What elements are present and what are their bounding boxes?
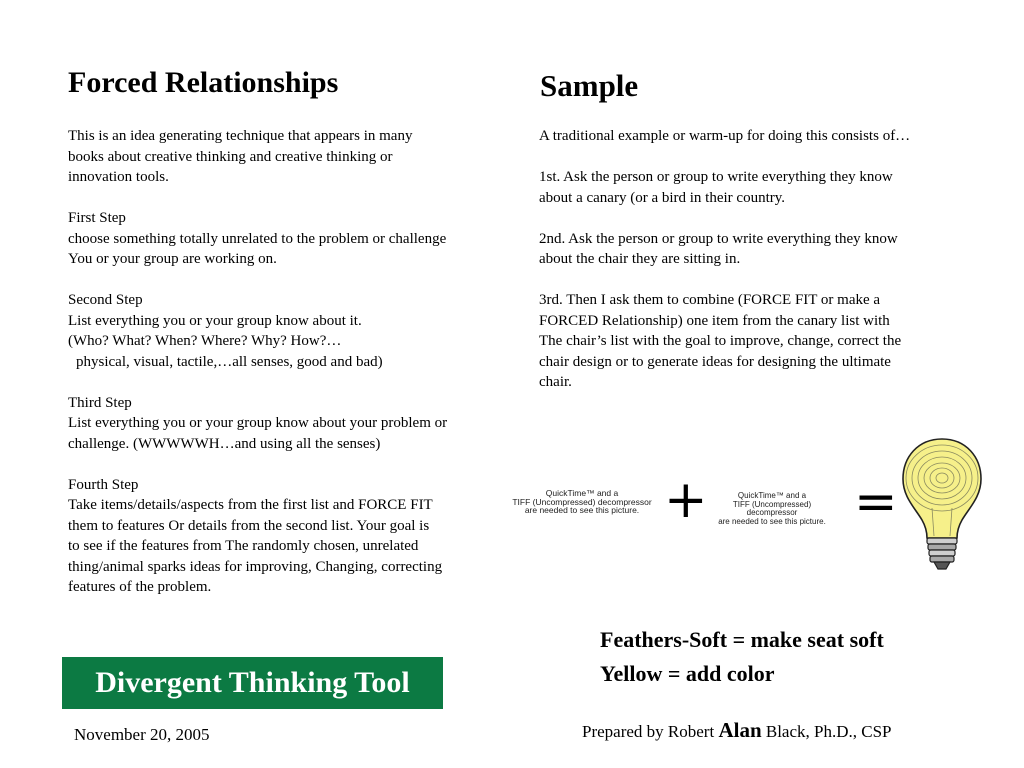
third-step-title: Third Step: [68, 394, 132, 411]
sample-step-2: about the chair they are sitting in.: [539, 251, 741, 267]
credit-prefix: Prepared by Robert: [582, 722, 715, 741]
placeholder-text: TIFF (Uncompressed) decompressor: [732, 499, 812, 517]
sample-step-3: chair.: [539, 374, 572, 390]
example-feathers: Feathers-Soft = make seat soft: [600, 627, 884, 652]
intro-line: innovation tools.: [68, 169, 169, 185]
fourth-step-text: features of the problem.: [68, 579, 212, 595]
placeholder-text: QuickTime™ and a: [545, 488, 619, 498]
placeholder-text: are needed to see this picture.: [524, 505, 640, 515]
fourth-step-text: thing/animal sparks ideas for improving, Changing, correcting: [68, 558, 443, 575]
sample-step-3: The chair’s list with the goal to improve, change, correct the: [539, 333, 902, 349]
fourth-step-title: Fourth Step: [68, 476, 139, 493]
forced-relationships-heading: Forced Relationships: [68, 66, 339, 99]
sample-step-1: about a canary (or a bird in their country.: [539, 189, 786, 206]
divergent-thinking-banner: Divergent Thinking Tool: [62, 657, 443, 709]
lightbulb-icon: [898, 436, 986, 572]
third-step-text: List everything you or your group know about your problem or: [68, 415, 448, 431]
intro-line: books about creative thinking and creative thinking or: [68, 148, 393, 165]
sample-step-3: 3rd. Then I ask them to combine (FORCE FIT or make a: [539, 292, 881, 308]
canary-image-placeholder: [508, 489, 656, 515]
example-yellow: Yellow = add color: [600, 661, 775, 686]
placeholder-text: are needed to see this picture.: [718, 516, 826, 526]
sample-step-1: 1st. Ask the person or group to write everything they know: [539, 169, 893, 185]
second-step-title: Second Step: [68, 292, 143, 308]
fourth-step-text: to see if the features from The randomly chosen, unrelated: [68, 538, 419, 554]
placeholder-text: QuickTime™ and a: [737, 491, 807, 500]
chair-image-placeholder: [707, 492, 837, 526]
forced-relationships-body: [68, 126, 508, 598]
fourth-step-text: them to features Or details from the second list. Your goal is: [68, 517, 430, 534]
sample-intro: A traditional example or warm-up for doing this consists of…: [539, 128, 911, 144]
sample-heading: Sample: [540, 68, 639, 103]
first-step-title: First Step: [68, 210, 126, 226]
sample-step-2: 2nd. Ask the person or group to write everything they know: [539, 230, 898, 247]
credit-suffix: Black, Ph.D., CSP: [765, 722, 892, 741]
intro-line: This is an idea generating technique that appears in many: [68, 128, 413, 144]
second-step-text: (Who? What? When? Where? Why? How?…: [68, 333, 342, 349]
first-step-text: You or your group are working on.: [68, 251, 277, 267]
credit-name: Alan: [718, 718, 762, 742]
fourth-step-text: Take items/details/aspects from the first list and FORCE FIT: [68, 497, 433, 513]
placeholder-text: TIFF (Uncompressed) decompressor: [512, 496, 652, 507]
third-step-text: challenge. (WWWWWH…and using all the senses): [68, 435, 381, 452]
second-step-text: List everything you or your group know about it.: [68, 312, 362, 329]
sample-body: [539, 126, 969, 393]
second-step-text: physical, visual, tactile,…all senses, good and bad): [76, 353, 383, 370]
sample-step-3: FORCED Relationship) one item from the canary list with: [539, 312, 890, 329]
author-credit: [582, 718, 892, 743]
sample-step-3: chair design or to generate ideas for designing the ultimate: [539, 353, 891, 370]
plus-sign: +: [664, 470, 708, 530]
first-step-text: choose something totally unrelated to the problem or challenge: [68, 230, 447, 247]
date-label: November 20, 2005: [74, 725, 210, 744]
equals-sign: =: [854, 472, 898, 532]
